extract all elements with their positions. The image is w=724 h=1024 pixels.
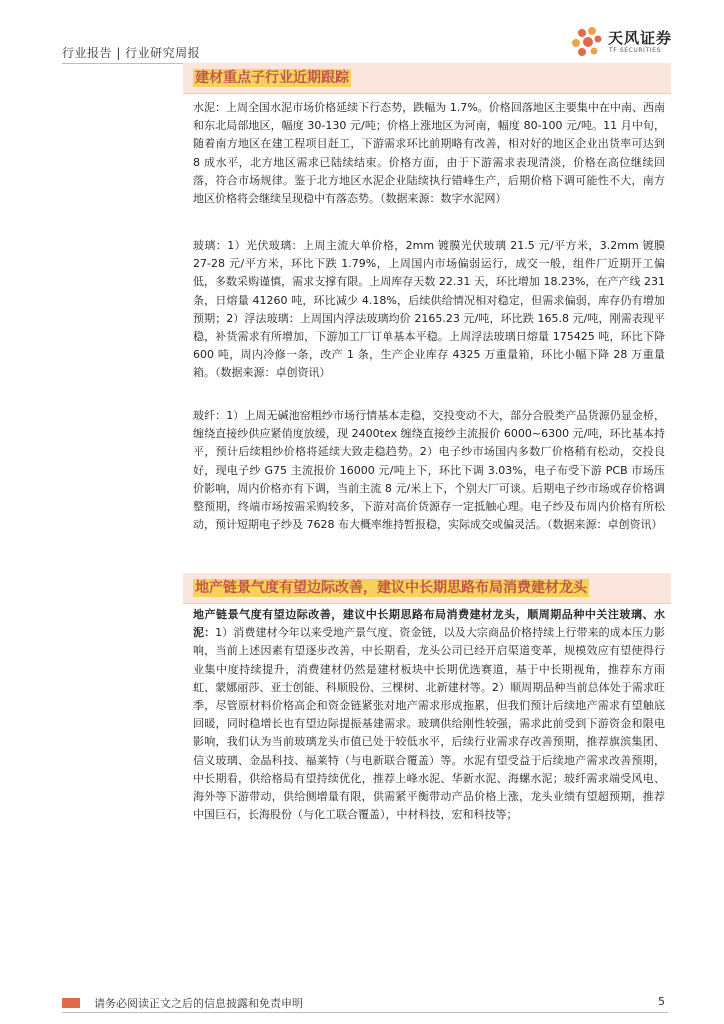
brand-name: 天风证券	[608, 29, 673, 47]
glass-paragraph: 玻璃：1）光伏玻璃：上周主流大单价格，2mm 镀膜光伏玻璃 21.5 元/平方米，3.2mm 镀膜 27-28 元/平方米，环比下跌 1.79%，上周国内市场偏弱运行，成交一般，组件厂近期开工偏低，多数采购谨慎，需求支撑有限。上周库存天数 22.31 天，环比增加 18.23%，在产产线 231 条，日熔量 41260 吨，环比减少 4.18%，后续供给情况相对稳定，但需求偏弱，库存仍有增加预期；2）浮法玻璃：上周国内浮法玻璃均价 2165.23 元/吨，环比跌 165.8 元/吨，刚需表现平稳，补货需求有所增加，下游加工厂订单基本平稳。上周浮法玻璃日熔量 175425 吨，环比下降 600 吨，周内冷修一条，改产 1 条，生产企业库存 4325 万重量箱，环比小幅下降 28 万重量箱。（数据来源：卓创资讯）	[193, 239, 665, 380]
strategy-lead: 地产链景气度有望边际改善，建议中长期思路布局消费建材龙头，顺周期品种中关注玻璃、水泥：	[193, 608, 665, 640]
footer-accent	[62, 998, 80, 1008]
strategy-paragraph	[193, 606, 665, 824]
section-heading-bar	[183, 63, 671, 94]
footer-disclaimer: 请务必阅读正文之后的信息披露和免责申明	[94, 997, 303, 1010]
brand-subtitle: TF SECURITIES	[609, 47, 661, 54]
section-title-2: 地产链景气度有望边际改善，建议中长期思路布局消费建材龙头	[195, 580, 587, 596]
footer-divider	[62, 1012, 668, 1013]
section-title: 建材重点子行业近期跟踪	[195, 70, 349, 86]
report-category: 行业报告 | 行业研究周报	[62, 46, 201, 60]
page-number: 5	[658, 995, 665, 1008]
fiberglass-paragraph: 玻纤：1）上周无碱池窑粗纱市场行情基本走稳，交投变动不大，部分合股类产品货源仍显金桥，缠绕直接纱供应紧俏度放缓，现 2400tex 缠绕直接纱主流报价 6000~6300 元/吨，环比基本持平，预计后续粗纱价格将延续大致走稳趋势。2）电子纱市场国内多数厂价格稍有松动，交投良好，现电子纱 G75 主流报价 16000 元/吨上下，环比下调 3.03%，电子布受下游 PCB 市场压价影响，周内价格亦有下调，当前主流 8 元/米上下，个别大厂可谈。后期电子纱市场或存价格调整预期，终端市场按需采购较多，下游对高价货源存一定抵触心理。电子纱及布周内价格有所松动，预计短期电子纱及 7628 布大概率维持暂报稳，实际成交或偏灵活。（数据来源：卓创资讯）	[193, 409, 665, 532]
section-heading-bar-2	[183, 573, 671, 604]
cement-paragraph: 水泥：上周全国水泥市场价格延续下行态势，跌幅为 1.7%。价格回落地区主要集中在中南、西南和东北局部地区，幅度 30-130 元/吨；价格上涨地区为河南，幅度 80-100 元/吨。11 月中旬，随着南方地区在建工程项目赶工，下游需求环比前期略有改善，相对好的地区企业出货率可达到 8 成水平，北方地区需求已陆续结束。价格方面，由于下游需求表现清淡，价格在高位继续回落，符合市场规律。鉴于北方地区水泥企业陆续执行错峰生产，后期价格下调可能性不大，南方地区价格将会继续呈现稳中有落态势。（数据来源：数字水泥网）	[193, 101, 665, 206]
strategy-body: 1）消费建材今年以来受地产景气度、资金链，以及大宗商品价格持续上行带来的成本压力影响，当前上述因素有望逐步改善，中长期看，龙头公司已经开启渠道变革，规模效应有望使得行业集中度持续提升，消费建材仍然是建材板块中长期优选赛道，基于中长期视角，推荐东方雨虹、蒙娜丽莎、亚士创能、科顺股份、三棵树、北新建材等。2）顺周期品种当前总体处于需求旺季，尽管原材料价格高企和资金链紧张对地产需求形成拖累，但我们预计后续地产需求有望触底回暖，同时稳增长也有望边际提振基建需求。玻璃供给刚性较强，需求此前受到下游资金和限电影响，我们认为当前玻璃龙头市值已处于较低水平，后续行业需求存改善预期，推荐旗滨集团、信义玻璃、金晶科技、福莱特（与电新联合覆盖）等。水泥有望受益于后续地产需求改善预期，中长期看，供给格局有望持续优化，推荐上峰水泥、华新水泥、海螺水泥；玻纤需求端受风电、海外等下游带动，供给侧增量有限，供需紧平衡带动产品价格上涨，龙头业绩有望超预期，推荐中国巨石，长海股份（与化工联合覆盖），中材科技，宏和科技等；	[193, 626, 666, 822]
